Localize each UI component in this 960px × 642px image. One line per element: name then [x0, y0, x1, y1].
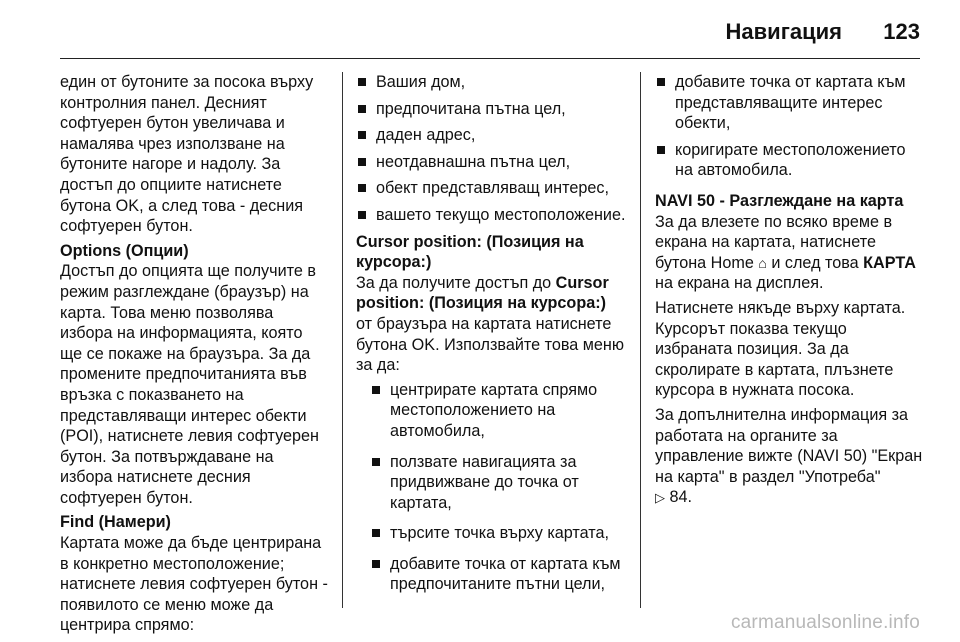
page-reference: 84. [669, 488, 693, 507]
options-paragraph: Достъп до опцията ще получите в режим разглеждане (браузър) на карта. Това меню позволява избора на информацията, която ще се покаже на браузъра. За да промените предпочитанията във връзка с показването на представляващи интерес обекти (POI), натиснете левия софтуерен бутон. За потвърждаване на избора натиснете десния софтуерен бутон. [60, 262, 319, 507]
cursor-options-list-continued [655, 72, 925, 181]
list-item: вашето текущо местоположение. [356, 205, 626, 226]
list-item: Вашия дом, [356, 72, 626, 93]
list-item: ползвате навигацията за придвижване до точка от картата, [370, 452, 626, 514]
page-header [0, 0, 960, 58]
list-item: даден адрес, [356, 125, 626, 146]
page-reference-icon: ▷ [655, 490, 665, 506]
page-number: 123 [883, 19, 920, 44]
paragraph: един от бутоните за посока върху контролния панел. Десният софтуерен бутон увеличава и намалява чрез използване на бутоните нагоре и надолу. За достъп до опциите натиснете бутона OK, а след това - десния софтуерен бутон. [60, 73, 314, 236]
navi-paragraph [655, 212, 925, 294]
paragraph [655, 405, 925, 509]
list-item: добавите точка от картата към представляващите интерес обекти, [655, 72, 925, 134]
text: от браузъра на картата натиснете бутона OK. Използвайте това меню за да: [356, 314, 624, 375]
list-item: обект представляващ интерес, [356, 178, 626, 199]
list-item: неотдавнашна пътна цел, [356, 152, 626, 173]
find-heading: Find (Намери) [60, 513, 171, 532]
center-options-list [356, 72, 626, 226]
options-heading: Options (Опции) [60, 241, 189, 260]
text: За да влезете по всяко време в екрана на картата, натиснете бутона Home [655, 212, 893, 272]
cursor-options-list [356, 380, 626, 595]
column-divider [640, 72, 641, 608]
home-icon: ⌂ [758, 254, 767, 271]
column-3 [655, 72, 925, 509]
text: и след това [766, 253, 864, 272]
column-1 [60, 72, 328, 636]
text-bold: Cursor position: (Позиция на курсора:) [356, 273, 609, 313]
header-rule [60, 58, 920, 59]
list-item: коригирате местоположението на автомобила. [655, 140, 925, 181]
list-item: центрирате картата спрямо местоположението на автомобила, [370, 380, 626, 442]
find-paragraph: Картата може да бъде центрирана в конкретно местоположение; натиснете левия софтуерен бутон - появилото се меню може да центрира спрямо: [60, 534, 328, 635]
cursor-paragraph [356, 273, 626, 376]
navi-heading: NAVI 50 - Разглеждане на карта [655, 191, 904, 210]
text-bold: КАРТА [863, 253, 916, 272]
cursor-heading: Cursor position: (Позиция на курсора:) [356, 232, 584, 272]
text: За допълнителна информация за работата на органите за управление вижте (NAVI 50) "Екран на карта" в раздел "Употреба" [655, 405, 923, 486]
column-2 [356, 72, 626, 605]
column-divider [342, 72, 343, 608]
list-item: добавите точка от картата към предпочитаните пътни цели, [370, 554, 626, 595]
list-item: търсите точка върху картата, [370, 523, 626, 544]
section-title: Навигация [725, 19, 842, 44]
watermark: carmanualsonline.info [730, 612, 920, 633]
list-item: предпочитана пътна цел, [356, 99, 626, 120]
text: За да получите достъп до [356, 273, 556, 292]
paragraph: Натиснете някъде върху картата. Курсорът показва текущо избраната позиция. За да скролирате в картата, плъзнете курсора в нужната посока. [655, 298, 906, 400]
text: на екрана на дисплея. [655, 274, 824, 293]
